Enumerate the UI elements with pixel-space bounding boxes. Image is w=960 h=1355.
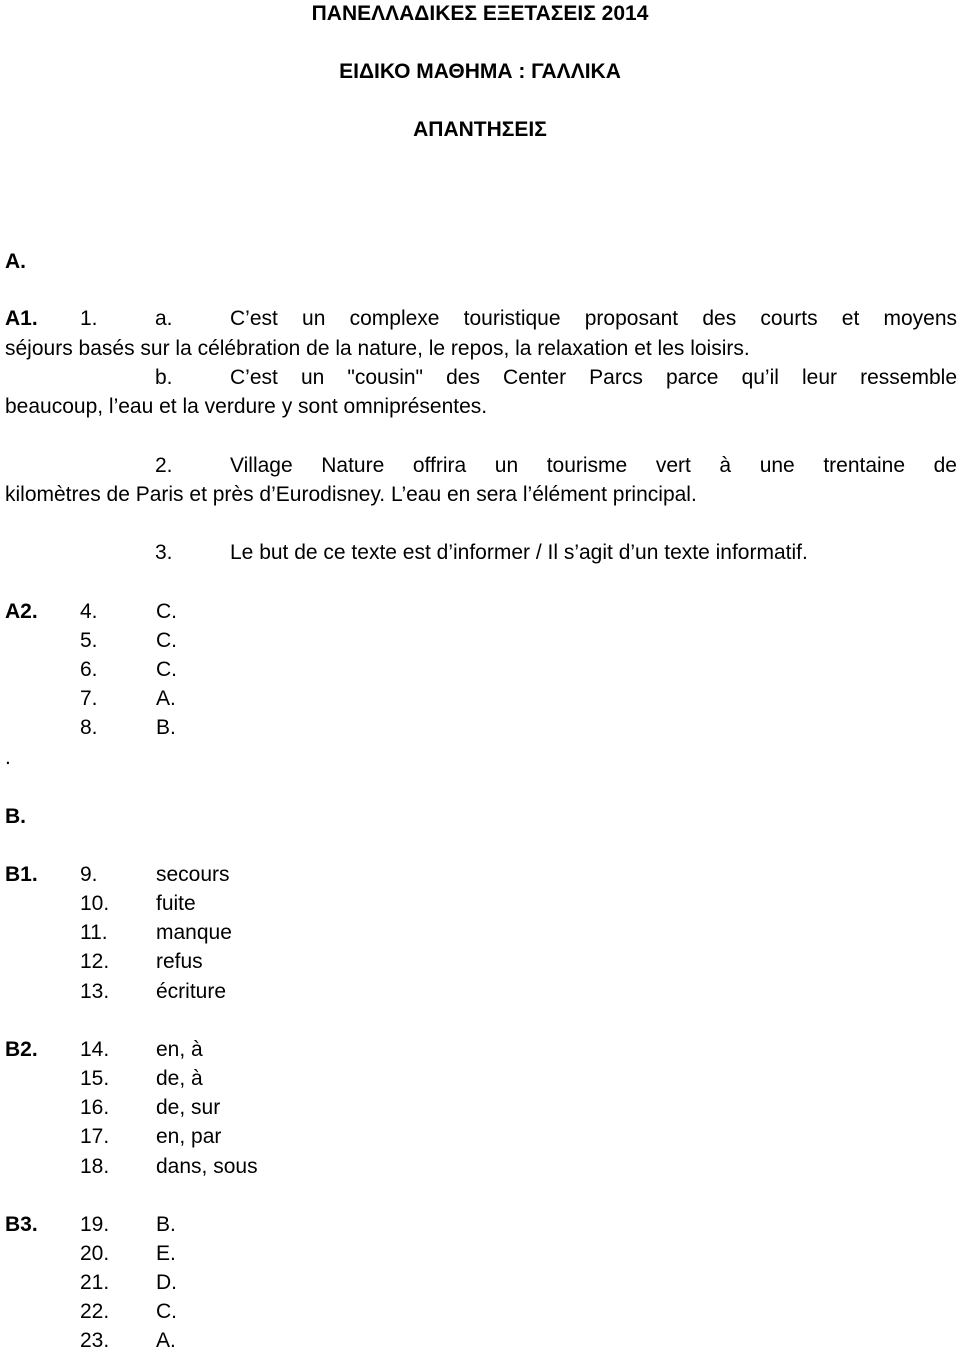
b2-item-num: 14.: [80, 1038, 110, 1061]
b3-item-num: 20.: [80, 1242, 110, 1265]
b2-label: B2.: [5, 1038, 38, 1061]
answer-1a-line1: C’est un complexe touristique proposant des courts et moyens: [230, 307, 957, 330]
a2-item-num: 8.: [80, 716, 98, 739]
b2-item-num: 17.: [80, 1125, 110, 1148]
a2-item-answer: A.: [156, 687, 176, 710]
b3-item-num: 23.: [80, 1329, 110, 1352]
b2-item-answer: en, par: [156, 1125, 222, 1148]
a2-item-answer: C.: [156, 658, 177, 681]
b1-item-answer: fuite: [156, 892, 196, 915]
b2-item-answer: de, à: [156, 1067, 203, 1090]
b3-item-num: 21.: [80, 1271, 110, 1294]
answer-1b-line1: C’est un "cousin" des Center Parcs parce qu’il leur ressemble: [230, 366, 957, 389]
b3-item-answer: D.: [156, 1271, 177, 1294]
b1-item-num: 10.: [80, 892, 110, 915]
b3-item-answer: C.: [156, 1300, 177, 1323]
a2-label: A2.: [5, 600, 38, 623]
a2-item-num: 5.: [80, 629, 98, 652]
b1-item-answer: manque: [156, 921, 232, 944]
b2-item-num: 16.: [80, 1096, 110, 1119]
subject-title: ΕΙΔΙΚΟ ΜΑΘΗΜΑ : ΓΑΛΛΙΚΑ: [339, 60, 621, 83]
answer-2-line2: kilomètres de Paris et près d’Eurodisney. L’eau en sera l’élément principal.: [5, 483, 697, 506]
section-b-label: B.: [5, 805, 26, 828]
stray-dot: .: [5, 746, 11, 769]
answer-3-text: Le but de ce texte est d’informer / Il s’agit d’un texte informatif.: [230, 541, 808, 564]
b1-label: B1.: [5, 863, 38, 886]
answers-title: ΑΠΑΝΤΗΣΕΙΣ: [413, 118, 547, 141]
a2-item-answer: B.: [156, 716, 176, 739]
b1-item-answer: refus: [156, 950, 203, 973]
a2-item-num: 7.: [80, 687, 98, 710]
b1-item-num: 11.: [80, 921, 108, 944]
answer-2-line1: Village Nature offrira un tourisme vert à une trentaine de: [230, 454, 957, 477]
b1-item-num: 9.: [80, 863, 98, 886]
b3-item-answer: E.: [156, 1242, 176, 1265]
b2-item-num: 15.: [80, 1067, 110, 1090]
a2-item-answer: C.: [156, 629, 177, 652]
answer-1b-line2: beaucoup, l’eau et la verdure y sont omniprésentes.: [5, 395, 488, 418]
question-2-number: 2.: [155, 454, 173, 477]
b2-item-answer: en, à: [156, 1038, 203, 1061]
b2-item-answer: dans, sous: [156, 1155, 258, 1178]
question-1a-letter: a.: [155, 307, 173, 330]
section-a-label: A.: [5, 250, 26, 273]
b2-item-num: 18.: [80, 1155, 110, 1178]
b1-item-num: 12.: [80, 950, 110, 973]
b3-item-num: 22.: [80, 1300, 110, 1323]
question-1-number: 1.: [80, 307, 98, 330]
b3-label: B3.: [5, 1213, 38, 1236]
b1-item-answer: écriture: [156, 980, 227, 1003]
b1-item-answer: secours: [156, 863, 230, 886]
b3-item-answer: B.: [156, 1213, 176, 1236]
b3-item-num: 19.: [80, 1213, 110, 1236]
a1-label: A1.: [5, 307, 38, 330]
answer-1a-line2: séjours basés sur la célébration de la nature, le repos, la relaxation et les loisirs.: [5, 337, 750, 360]
b3-item-answer: A.: [156, 1329, 176, 1352]
a2-item-num: 6.: [80, 658, 98, 681]
question-1b-letter: b.: [155, 366, 173, 389]
page-title: ΠΑΝΕΛΛΑΔΙΚΕΣ ΕΞΕΤΑΣΕΙΣ 2014: [311, 2, 649, 25]
b2-item-answer: de, sur: [156, 1096, 221, 1119]
a2-item-num: 4.: [80, 600, 98, 623]
question-3-number: 3.: [155, 541, 173, 564]
b1-item-num: 13.: [80, 980, 110, 1003]
a2-item-answer: C.: [156, 600, 177, 623]
